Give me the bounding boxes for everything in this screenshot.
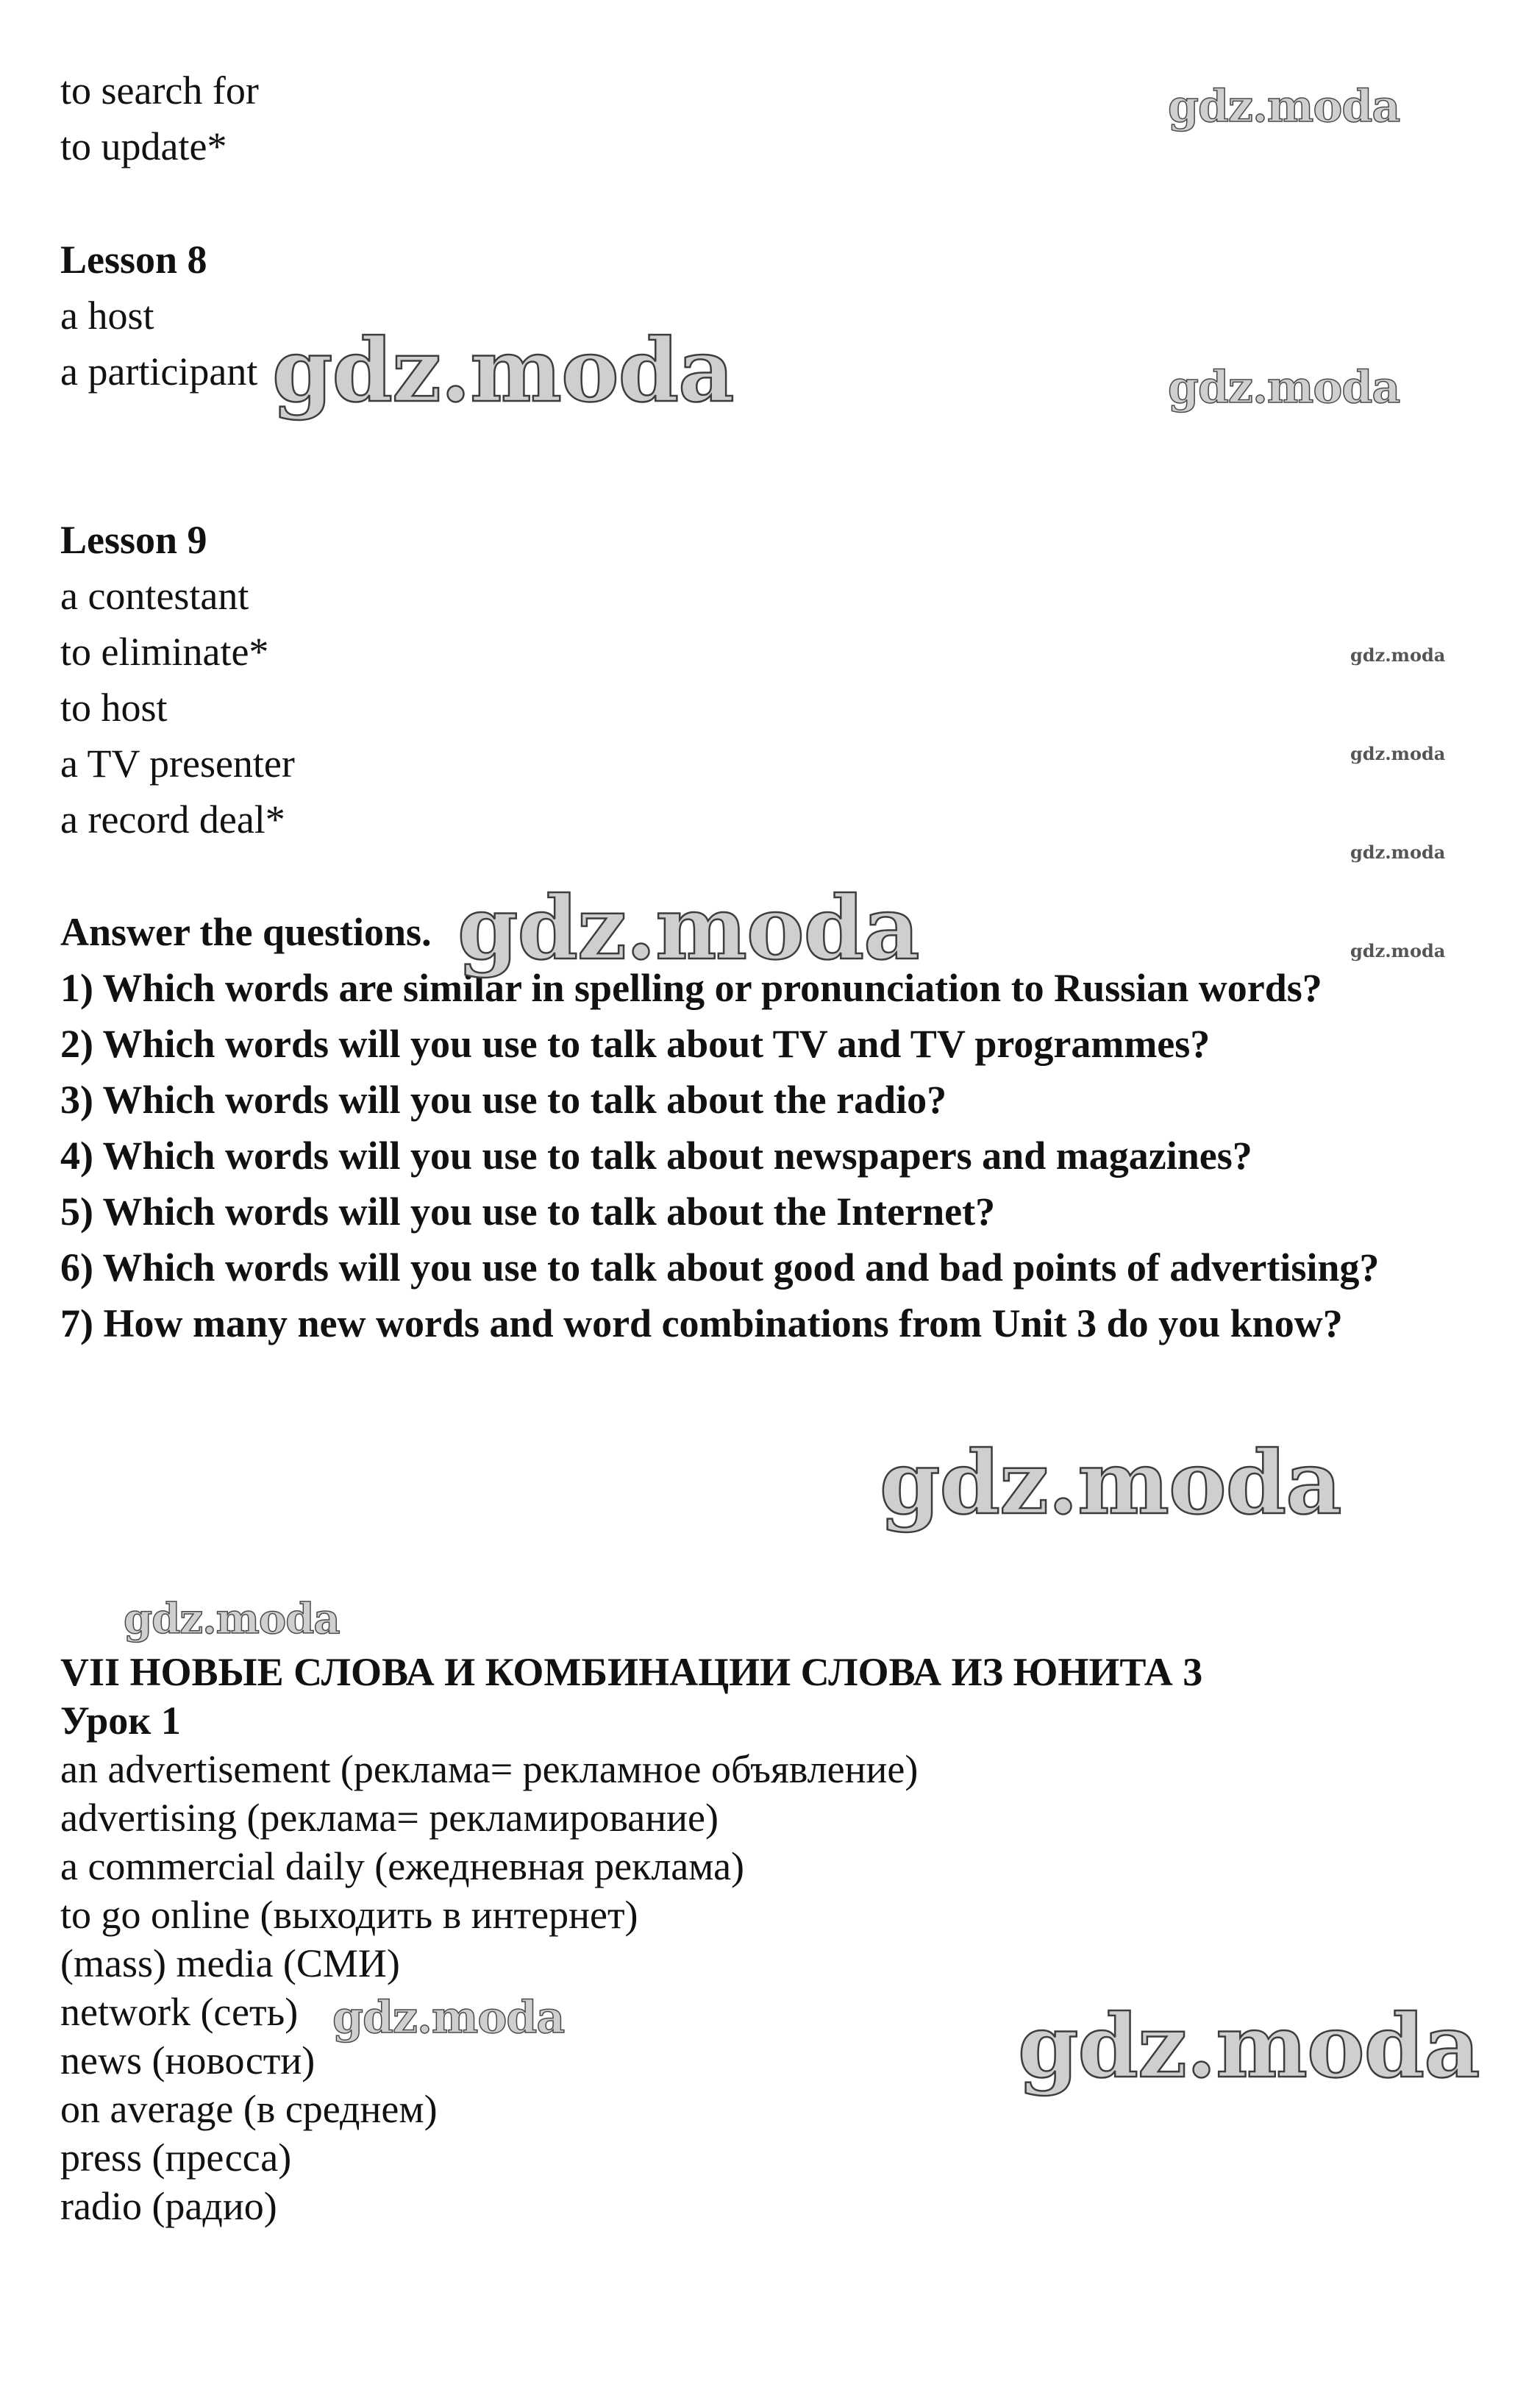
- watermark: gdz.moda: [1168, 362, 1400, 413]
- vocab-word: advertising (реклама= рекламирование): [60, 1796, 719, 1840]
- watermark: gdz.moda: [1350, 743, 1446, 764]
- question-item: 4) Which words will you use to talk about newspapers and magazines?: [60, 1134, 1252, 1178]
- vocab-word: to host: [60, 686, 168, 730]
- vocab-word: news (новости): [60, 2038, 316, 2083]
- vocab-word: to update*: [60, 124, 227, 168]
- vocab-word: to go online (выходить в интернет): [60, 1893, 638, 1937]
- vocab-word: to search for: [60, 68, 259, 113]
- questions-heading: Answer the questions.: [60, 910, 432, 954]
- vocab-word: (mass) media (СМИ): [60, 1941, 400, 1985]
- question-item: 1) Which words are similar in spelling or pronunciation to Russian words?: [60, 966, 1322, 1010]
- vocab-word: press (пресса): [60, 2135, 292, 2180]
- question-item: 6) Which words will you use to talk about good and bad points of advertising?: [60, 1245, 1380, 1290]
- watermark: gdz.moda: [1018, 1995, 1480, 2097]
- watermark: gdz.moda: [1350, 644, 1446, 666]
- vocab-word: a participant: [60, 349, 258, 394]
- watermark: gdz.moda: [1350, 940, 1446, 961]
- vocab-word: a host: [60, 294, 154, 338]
- question-item: 7) How many new words and word combinations from Unit 3 do you know?: [60, 1301, 1343, 1345]
- vocab-word: a commercial daily (ежедневная реклама): [60, 1844, 745, 1888]
- lesson-8-heading: Lesson 8: [60, 238, 207, 282]
- watermark: gdz.moda: [272, 319, 734, 422]
- section-heading: VII НОВЫЕ СЛОВА И КОМБИНАЦИИ СЛОВА ИЗ ЮНИТА 3: [60, 1650, 1203, 1694]
- question-item: 5) Which words will you use to talk about the Internet?: [60, 1189, 996, 1234]
- question-item: 3) Which words will you use to talk about the radio?: [60, 1078, 947, 1122]
- watermark: gdz.moda: [332, 1992, 565, 2044]
- watermark: gdz.moda: [1350, 842, 1446, 863]
- vocab-word: a contestant: [60, 574, 249, 618]
- vocab-word: an advertisement (реклама= рекламное объявление): [60, 1747, 919, 1791]
- vocab-word: radio (радио): [60, 2184, 277, 2228]
- question-item: 2) Which words will you use to talk about TV and TV programmes?: [60, 1022, 1211, 1066]
- lesson-9-heading: Lesson 9: [60, 518, 207, 562]
- vocab-word: a record deal*: [60, 797, 285, 842]
- watermark: gdz.moda: [880, 1431, 1341, 1534]
- vocab-word: on average (в среднем): [60, 2087, 438, 2131]
- vocab-word: network (сеть): [60, 1990, 299, 2034]
- vocab-word: a TV presenter: [60, 741, 295, 786]
- vocab-word: to eliminate*: [60, 630, 269, 674]
- watermark: gdz.moda: [457, 877, 919, 979]
- watermark: gdz.moda: [124, 1595, 340, 1643]
- lesson-1-heading: Урок 1: [60, 1699, 181, 1743]
- watermark: gdz.moda: [1168, 81, 1400, 132]
